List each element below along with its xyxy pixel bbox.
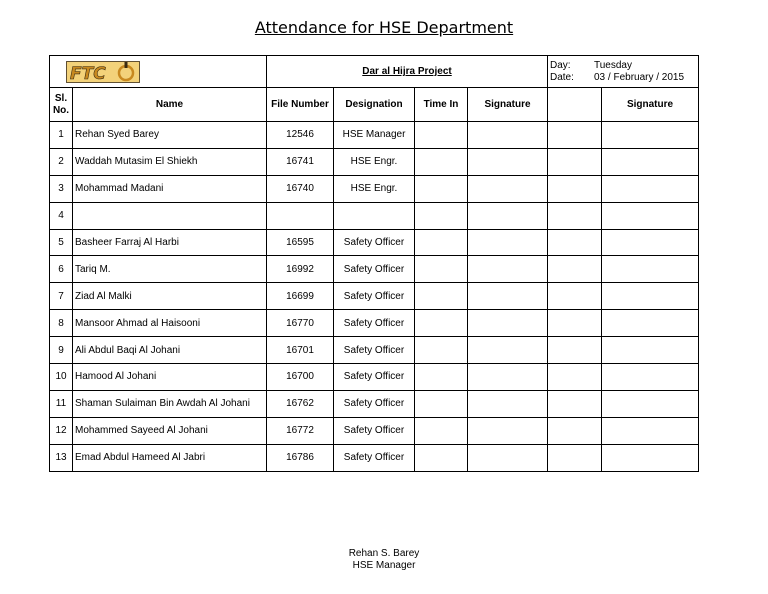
name-cell: Mohammed Sayeed Al Johani bbox=[73, 417, 267, 444]
blank-cell bbox=[548, 148, 602, 175]
table-row bbox=[50, 417, 699, 444]
sl-cell: 13 bbox=[50, 444, 73, 471]
sl-cell: 1 bbox=[50, 122, 73, 149]
blank-cell bbox=[548, 283, 602, 310]
signature-cell bbox=[602, 175, 699, 202]
signature-cell bbox=[468, 148, 548, 175]
blank-cell bbox=[548, 256, 602, 283]
signature-cell bbox=[602, 122, 699, 149]
table-row bbox=[50, 175, 699, 202]
designation-cell: Safety Officer bbox=[334, 283, 415, 310]
designation-cell: Safety Officer bbox=[334, 337, 415, 364]
file-number-cell: 16595 bbox=[267, 229, 334, 256]
sl-cell: 9 bbox=[50, 337, 73, 364]
name-cell: Hamood Al Johani bbox=[73, 364, 267, 391]
signature-cell bbox=[468, 364, 548, 391]
document-title: Attendance for HSE Department bbox=[254, 18, 514, 37]
file-number-cell: 16762 bbox=[267, 390, 334, 417]
designation-cell: HSE Engr. bbox=[334, 175, 415, 202]
time-in-cell bbox=[415, 444, 468, 471]
time-in-cell bbox=[415, 283, 468, 310]
designation-cell: Safety Officer bbox=[334, 390, 415, 417]
sl-cell: 2 bbox=[50, 148, 73, 175]
sl-cell: 3 bbox=[50, 175, 73, 202]
designation-cell: HSE Manager bbox=[334, 122, 415, 149]
file-number-cell: 16786 bbox=[267, 444, 334, 471]
designation-cell: Safety Officer bbox=[334, 417, 415, 444]
table-row bbox=[50, 229, 699, 256]
name-cell: Ziad Al Malki bbox=[73, 283, 267, 310]
name-cell: Emad Abdul Hameed Al Jabri bbox=[73, 444, 267, 471]
signatory-title: HSE Manager bbox=[352, 560, 416, 571]
col-sl-no: Sl. No. bbox=[50, 88, 73, 122]
table-row bbox=[50, 148, 699, 175]
blank-cell bbox=[548, 337, 602, 364]
col-name: Name bbox=[73, 88, 267, 122]
table-row bbox=[50, 283, 699, 310]
name-cell bbox=[73, 202, 267, 229]
time-in-cell bbox=[415, 202, 468, 229]
sl-cell: 10 bbox=[50, 364, 73, 391]
file-number-cell: 16741 bbox=[267, 148, 334, 175]
signature-cell bbox=[602, 148, 699, 175]
signature-cell bbox=[468, 417, 548, 444]
sl-cell: 4 bbox=[50, 202, 73, 229]
table-row bbox=[50, 364, 699, 391]
signature-cell bbox=[468, 175, 548, 202]
file-number-cell: 16700 bbox=[267, 364, 334, 391]
table-row bbox=[50, 444, 699, 471]
designation-cell bbox=[334, 202, 415, 229]
signature-cell bbox=[468, 256, 548, 283]
designation-cell: Safety Officer bbox=[334, 256, 415, 283]
table-row bbox=[50, 310, 699, 337]
sl-cell: 11 bbox=[50, 390, 73, 417]
name-cell: Shaman Sulaiman Bin Awdah Al Johani bbox=[73, 390, 267, 417]
signature-cell bbox=[468, 337, 548, 364]
signature-cell bbox=[468, 310, 548, 337]
file-number-cell: 16740 bbox=[267, 175, 334, 202]
signature-cell bbox=[602, 310, 699, 337]
signature-cell bbox=[602, 444, 699, 471]
logo-lettering: FTC bbox=[70, 64, 106, 83]
time-in-cell bbox=[415, 175, 468, 202]
table-row bbox=[50, 256, 699, 283]
day-line: Day: Tuesday bbox=[550, 59, 632, 71]
signature-cell bbox=[602, 390, 699, 417]
time-in-cell bbox=[415, 417, 468, 444]
table-row bbox=[50, 337, 699, 364]
sl-cell: 5 bbox=[50, 229, 73, 256]
company-logo bbox=[66, 61, 140, 83]
designation-cell: HSE Engr. bbox=[334, 148, 415, 175]
name-cell: Rehan Syed Barey bbox=[73, 122, 267, 149]
time-in-cell bbox=[415, 148, 468, 175]
signature-cell bbox=[602, 417, 699, 444]
file-number-cell bbox=[267, 202, 334, 229]
header-row bbox=[50, 56, 699, 88]
logo-cell bbox=[50, 56, 267, 88]
file-number-cell: 16770 bbox=[267, 310, 334, 337]
signature-cell bbox=[468, 390, 548, 417]
signature-cell bbox=[468, 122, 548, 149]
sl-cell: 7 bbox=[50, 283, 73, 310]
col-blank bbox=[548, 88, 602, 122]
time-in-cell bbox=[415, 256, 468, 283]
attendance-table bbox=[49, 55, 699, 472]
col-designation: Designation bbox=[334, 88, 415, 122]
time-in-cell bbox=[415, 122, 468, 149]
blank-cell bbox=[548, 444, 602, 471]
date-value: 03 / February / 2015 bbox=[594, 71, 685, 83]
signature-cell bbox=[602, 229, 699, 256]
name-cell: Waddah Mutasim El Shiekh bbox=[73, 148, 267, 175]
signatory-name: Rehan S. Barey bbox=[348, 548, 420, 559]
col-time-in: Time In bbox=[415, 88, 468, 122]
file-number-cell: 16701 bbox=[267, 337, 334, 364]
blank-cell bbox=[548, 310, 602, 337]
signature-cell bbox=[602, 364, 699, 391]
designation-cell: Safety Officer bbox=[334, 310, 415, 337]
file-number-cell: 16772 bbox=[267, 417, 334, 444]
designation-cell: Safety Officer bbox=[334, 229, 415, 256]
col-file-number: File Number bbox=[267, 88, 334, 122]
designation-cell: Safety Officer bbox=[334, 444, 415, 471]
time-in-cell bbox=[415, 390, 468, 417]
time-in-cell bbox=[415, 337, 468, 364]
signature-cell bbox=[468, 283, 548, 310]
signature-cell bbox=[468, 202, 548, 229]
time-in-cell bbox=[415, 229, 468, 256]
blank-cell bbox=[548, 364, 602, 391]
time-in-cell bbox=[415, 310, 468, 337]
signature-cell bbox=[468, 229, 548, 256]
time-in-cell bbox=[415, 364, 468, 391]
signatory-block bbox=[0, 548, 768, 572]
sl-cell: 12 bbox=[50, 417, 73, 444]
file-number-cell: 16699 bbox=[267, 283, 334, 310]
designation-cell: Safety Officer bbox=[334, 364, 415, 391]
signature-cell bbox=[468, 444, 548, 471]
signature-cell bbox=[602, 256, 699, 283]
table-row bbox=[50, 390, 699, 417]
project-name: Dar al Hijra Project bbox=[267, 56, 548, 88]
signature-cell bbox=[602, 337, 699, 364]
day-value: Tuesday bbox=[594, 59, 632, 71]
column-header-row bbox=[50, 88, 699, 122]
blank-cell bbox=[548, 202, 602, 229]
name-cell: Basheer Farraj Al Harbi bbox=[73, 229, 267, 256]
blank-cell bbox=[548, 175, 602, 202]
col-signature-1: Signature bbox=[468, 88, 548, 122]
signature-cell bbox=[602, 202, 699, 229]
file-number-cell: 16992 bbox=[267, 256, 334, 283]
signature-cell bbox=[602, 283, 699, 310]
name-cell: Ali Abdul Baqi Al Johani bbox=[73, 337, 267, 364]
day-date-cell bbox=[548, 56, 699, 88]
name-cell: Mohammad Madani bbox=[73, 175, 267, 202]
blank-cell bbox=[548, 122, 602, 149]
file-number-cell: 12546 bbox=[267, 122, 334, 149]
table-row bbox=[50, 122, 699, 149]
table-row bbox=[50, 202, 699, 229]
sl-cell: 8 bbox=[50, 310, 73, 337]
blank-cell bbox=[548, 417, 602, 444]
sl-cell: 6 bbox=[50, 256, 73, 283]
col-signature-2: Signature bbox=[602, 88, 699, 122]
date-line: Date: 03 / February / 2015 bbox=[550, 71, 685, 83]
name-cell: Mansoor Ahmad al Haisooni bbox=[73, 310, 267, 337]
blank-cell bbox=[548, 390, 602, 417]
name-cell: Tariq M. bbox=[73, 256, 267, 283]
blank-cell bbox=[548, 229, 602, 256]
